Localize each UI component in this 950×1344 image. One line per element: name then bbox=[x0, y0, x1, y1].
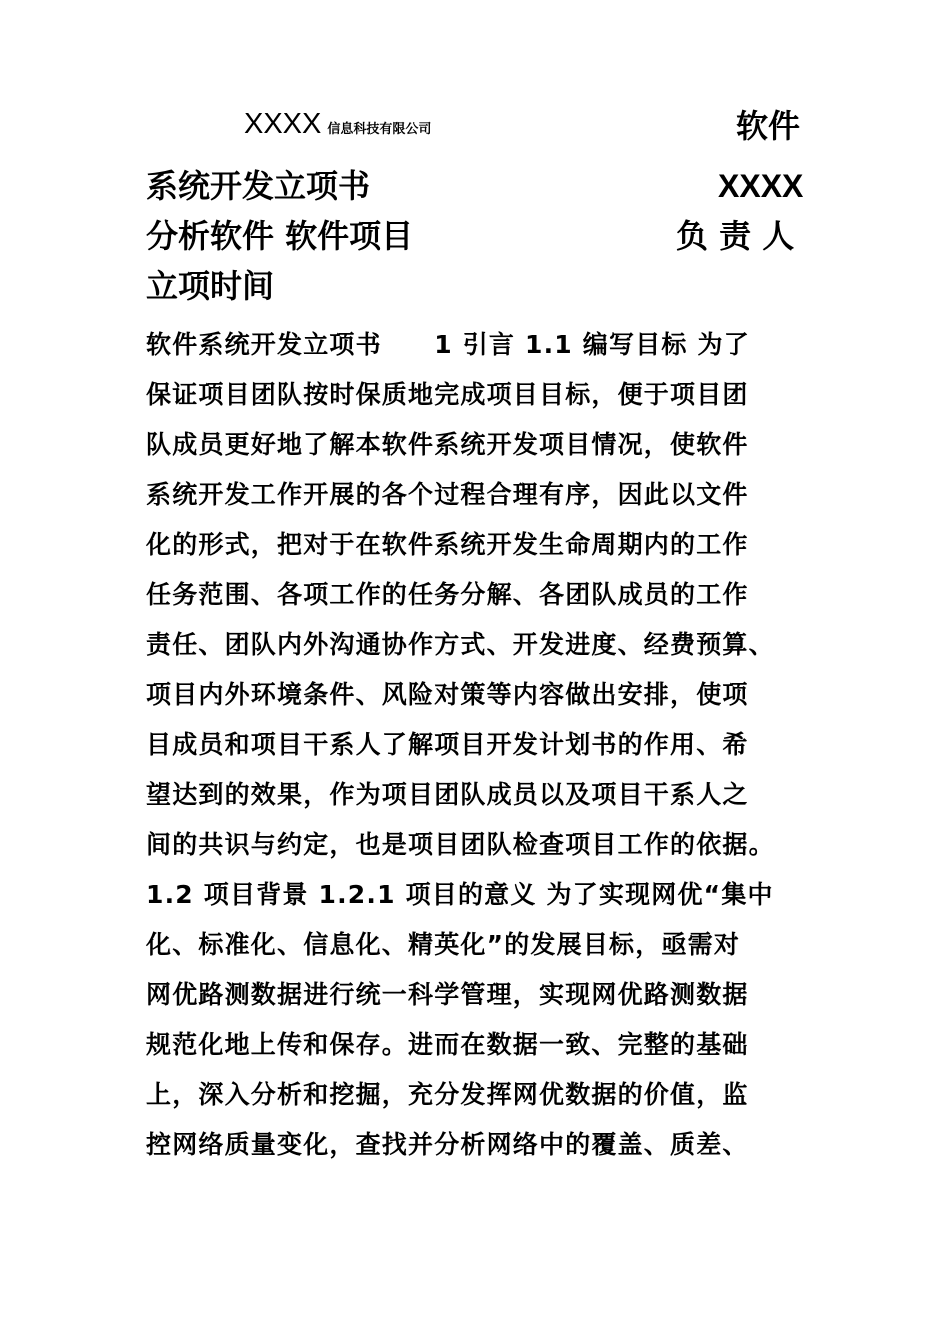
body-line: 上，深入分析和挖掘，充分发挥网优数据的价值，监 bbox=[146, 1080, 749, 1109]
body-line: 保证项目团队按时保质地完成项目目标，便于项目团 bbox=[146, 380, 749, 409]
company-placeholder: XXXX bbox=[244, 108, 322, 140]
project-placeholder: XXXX bbox=[718, 168, 804, 204]
responsible-person-label: 负 责 人 bbox=[676, 217, 795, 255]
body-line: 项目内外环境条件、风险对策等内容做出安排，使项 bbox=[146, 680, 749, 709]
body-line: 望达到的效果，作为项目团队成员以及项目干系人之 bbox=[146, 780, 749, 809]
document-title: 系统开发立项书 bbox=[146, 167, 371, 205]
company-header bbox=[244, 108, 431, 144]
body-line: 控网络质量变化，查找并分析网络中的覆盖、质差、 bbox=[146, 1130, 749, 1159]
body-line: 化、标准化、信息化、精英化”的发展目标，亟需对 bbox=[146, 930, 741, 959]
software-label: 软件 bbox=[736, 107, 801, 145]
body-line: 规范化地上传和保存。进而在数据一致、完整的基础 bbox=[146, 1030, 749, 1059]
body-line: 责任、团队内外沟通协作方式、开发进度、经费预算、 bbox=[146, 630, 775, 659]
body-line: 化的形式，把对于在软件系统开发生命周期内的工作 bbox=[146, 530, 749, 559]
body-line: 间的共识与约定，也是项目团队检查项目工作的依据。 bbox=[146, 830, 775, 859]
company-name: 信息科技有限公司 bbox=[327, 122, 432, 137]
body-line: 队成员更好地了解本软件系统开发项目情况，使软件 bbox=[146, 430, 749, 459]
setup-time-label: 立项时间 bbox=[146, 267, 275, 305]
document-body bbox=[146, 320, 826, 1170]
project-name: 分析软件 软件项目 bbox=[146, 217, 414, 255]
body-line: 目成员和项目干系人了解项目开发计划书的作用、希 bbox=[146, 730, 749, 759]
body-line: 网优路测数据进行统一科学管理，实现网优路测数据 bbox=[146, 980, 749, 1009]
body-line: 系统开发工作开展的各个过程合理有序，因此以文件 bbox=[146, 480, 749, 509]
body-line: 1.2 项目背景 1.2.1 项目的意义 为了实现网优“集中 bbox=[146, 880, 774, 909]
body-line: 软件系统开发立项书 1 引言 1.1 编写目标 为了 bbox=[146, 330, 750, 359]
body-line: 任务范围、各项工作的任务分解、各团队成员的工作 bbox=[146, 580, 749, 609]
